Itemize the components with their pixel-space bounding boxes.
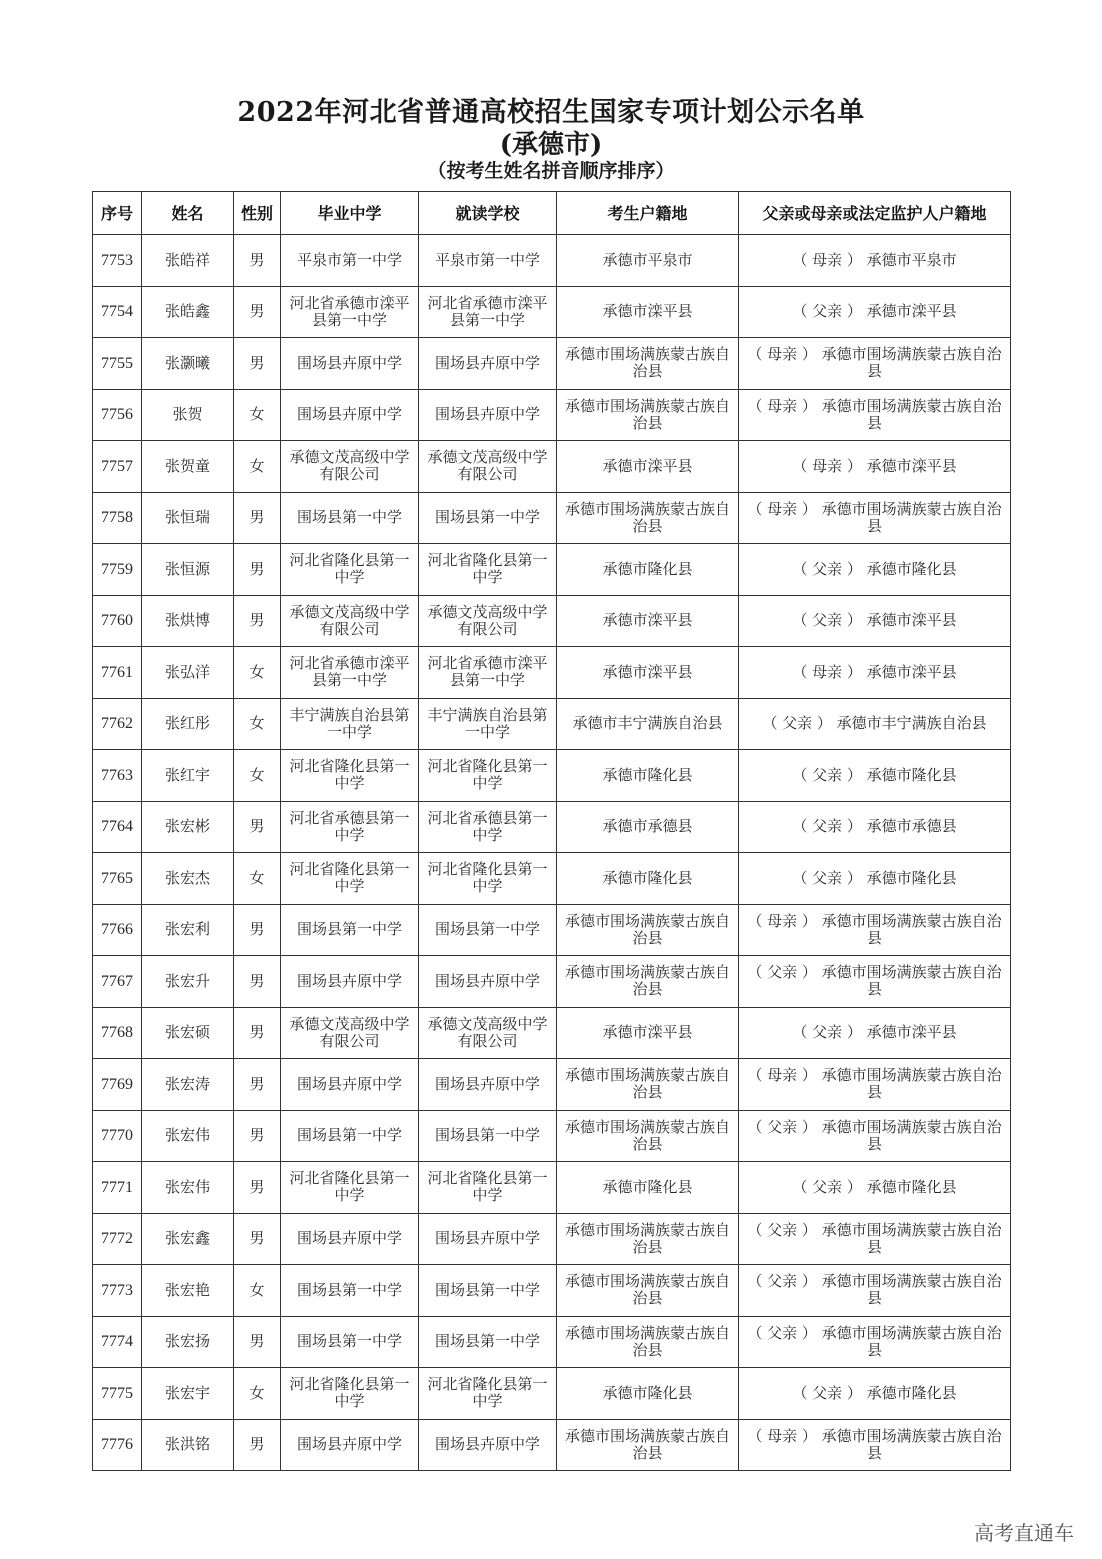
cell-household-registration: 承德市围场满族蒙古族自治县	[557, 904, 739, 956]
cell-name: 张宏扬	[142, 1316, 234, 1368]
cell-gender: 男	[234, 544, 281, 596]
cell-guardian-registration: （ 母亲 ） 承德市围场满族蒙古族自治县	[739, 492, 1011, 544]
cell-graduated-school: 围场县第一中学	[281, 904, 419, 956]
cell-graduated-school: 河北省隆化县第一中学	[281, 1368, 419, 1420]
cell-gender: 女	[234, 389, 281, 441]
cell-name: 张宏杰	[142, 853, 234, 905]
cell-name: 张宏彬	[142, 801, 234, 853]
cell-household-registration: 承德市承德县	[557, 801, 739, 853]
cell-household-registration: 承德市滦平县	[557, 286, 739, 338]
cell-index: 7757	[93, 441, 142, 493]
cell-index: 7768	[93, 1007, 142, 1059]
cell-name: 张宏伟	[142, 1110, 234, 1162]
cell-graduated-school: 承德文茂高级中学有限公司	[281, 595, 419, 647]
cell-index: 7753	[93, 235, 142, 287]
cell-index: 7762	[93, 698, 142, 750]
cell-guardian-registration: （ 母亲 ） 承德市围场满族蒙古族自治县	[739, 1059, 1011, 1111]
cell-guardian-registration: （ 父亲 ） 承德市隆化县	[739, 1368, 1011, 1420]
cell-index: 7755	[93, 338, 142, 390]
cell-guardian-registration: （ 母亲 ） 承德市平泉市	[739, 235, 1011, 287]
cell-graduated-school: 河北省隆化县第一中学	[281, 750, 419, 802]
cell-graduated-school: 围场县第一中学	[281, 1265, 419, 1317]
col-header-guardian-registration: 父亲或母亲或法定监护人户籍地	[739, 192, 1011, 235]
cell-guardian-registration: （ 父亲 ） 承德市围场满族蒙古族自治县	[739, 1265, 1011, 1317]
cell-graduated-school: 河北省承德市滦平县第一中学	[281, 286, 419, 338]
cell-gender: 女	[234, 441, 281, 493]
cell-name: 张贺	[142, 389, 234, 441]
cell-guardian-registration: （ 父亲 ） 承德市隆化县	[739, 853, 1011, 905]
cell-guardian-registration: （ 父亲 ） 承德市滦平县	[739, 595, 1011, 647]
cell-guardian-registration: （ 父亲 ） 承德市围场满族蒙古族自治县	[739, 1213, 1011, 1265]
cell-household-registration: 承德市隆化县	[557, 1162, 739, 1214]
cell-gender: 男	[234, 235, 281, 287]
cell-current-school: 河北省承德市滦平县第一中学	[419, 286, 557, 338]
cell-household-registration: 承德市滦平县	[557, 441, 739, 493]
cell-guardian-registration: （ 父亲 ） 承德市围场满族蒙古族自治县	[739, 956, 1011, 1008]
col-header-current-school: 就读学校	[419, 192, 557, 235]
cell-guardian-registration: （ 父亲 ） 承德市隆化县	[739, 544, 1011, 596]
table-row	[93, 441, 1011, 493]
cell-household-registration: 承德市平泉市	[557, 235, 739, 287]
cell-guardian-registration: （ 母亲 ） 承德市围场满族蒙古族自治县	[739, 389, 1011, 441]
cell-current-school: 河北省隆化县第一中学	[419, 750, 557, 802]
cell-graduated-school: 河北省承德市滦平县第一中学	[281, 647, 419, 699]
cell-index: 7767	[93, 956, 142, 1008]
cell-current-school: 围场县第一中学	[419, 1110, 557, 1162]
cell-graduated-school: 围场县第一中学	[281, 492, 419, 544]
cell-name: 张恒瑞	[142, 492, 234, 544]
cell-gender: 男	[234, 286, 281, 338]
cell-name: 张洪铭	[142, 1419, 234, 1471]
cell-guardian-registration: （ 母亲 ） 承德市围场满族蒙古族自治县	[739, 904, 1011, 956]
cell-current-school: 河北省隆化县第一中学	[419, 544, 557, 596]
cell-name: 张宏宇	[142, 1368, 234, 1420]
cell-current-school: 承德文茂高级中学有限公司	[419, 1007, 557, 1059]
cell-current-school: 河北省承德县第一中学	[419, 801, 557, 853]
cell-household-registration: 承德市丰宁满族自治县	[557, 698, 739, 750]
cell-name: 张宏鑫	[142, 1213, 234, 1265]
cell-current-school: 平泉市第一中学	[419, 235, 557, 287]
cell-graduated-school: 围场县卉原中学	[281, 1419, 419, 1471]
cell-graduated-school: 围场县第一中学	[281, 1110, 419, 1162]
cell-gender: 女	[234, 1265, 281, 1317]
cell-graduated-school: 围场县第一中学	[281, 1316, 419, 1368]
cell-gender: 男	[234, 492, 281, 544]
cell-guardian-registration: （ 父亲 ） 承德市丰宁满族自治县	[739, 698, 1011, 750]
table-row	[93, 1110, 1011, 1162]
cell-current-school: 围场县第一中学	[419, 1265, 557, 1317]
cell-current-school: 围场县第一中学	[419, 1316, 557, 1368]
cell-gender: 男	[234, 595, 281, 647]
cell-gender: 男	[234, 956, 281, 1008]
cell-name: 张宏硕	[142, 1007, 234, 1059]
col-header-household-registration: 考生户籍地	[557, 192, 739, 235]
cell-household-registration: 承德市隆化县	[557, 853, 739, 905]
cell-index: 7776	[93, 1419, 142, 1471]
cell-household-registration: 承德市围场满族蒙古族自治县	[557, 492, 739, 544]
cell-gender: 女	[234, 647, 281, 699]
cell-name: 张宏涛	[142, 1059, 234, 1111]
cell-current-school: 承德文茂高级中学有限公司	[419, 441, 557, 493]
cell-gender: 男	[234, 1110, 281, 1162]
roster-table	[92, 191, 1011, 1471]
cell-name: 张皓祥	[142, 235, 234, 287]
table-row	[93, 1419, 1011, 1471]
col-header-name: 姓名	[142, 192, 234, 235]
cell-index: 7770	[93, 1110, 142, 1162]
cell-guardian-registration: （ 父亲 ） 承德市隆化县	[739, 750, 1011, 802]
cell-graduated-school: 承德文茂高级中学有限公司	[281, 441, 419, 493]
cell-graduated-school: 围场县卉原中学	[281, 338, 419, 390]
cell-household-registration: 承德市滦平县	[557, 647, 739, 699]
cell-current-school: 围场县第一中学	[419, 492, 557, 544]
table-row	[93, 1162, 1011, 1214]
cell-gender: 男	[234, 1059, 281, 1111]
document-title: 2022年河北省普通高校招生国家专项计划公示名单	[237, 97, 865, 128]
cell-graduated-school: 围场县卉原中学	[281, 1059, 419, 1111]
cell-guardian-registration: （ 父亲 ） 承德市围场满族蒙古族自治县	[739, 1110, 1011, 1162]
cell-gender: 女	[234, 750, 281, 802]
document-subtitle: (承德市)	[499, 130, 603, 160]
cell-current-school: 围场县卉原中学	[419, 1213, 557, 1265]
cell-current-school: 河北省承德市滦平县第一中学	[419, 647, 557, 699]
cell-index: 7773	[93, 1265, 142, 1317]
cell-current-school: 围场县卉原中学	[419, 338, 557, 390]
cell-index: 7761	[93, 647, 142, 699]
cell-name: 张皓鑫	[142, 286, 234, 338]
cell-graduated-school: 围场县卉原中学	[281, 389, 419, 441]
cell-household-registration: 承德市围场满族蒙古族自治县	[557, 1265, 739, 1317]
table-row	[93, 492, 1011, 544]
cell-current-school: 承德文茂高级中学有限公司	[419, 595, 557, 647]
cell-name: 张宏艳	[142, 1265, 234, 1317]
cell-graduated-school: 河北省承德县第一中学	[281, 801, 419, 853]
watermark: 高考直通车	[974, 1521, 1074, 1545]
cell-graduated-school: 围场县卉原中学	[281, 956, 419, 1008]
table-row	[93, 235, 1011, 287]
cell-household-registration: 承德市隆化县	[557, 750, 739, 802]
cell-guardian-registration: （ 母亲 ） 承德市围场满族蒙古族自治县	[739, 1419, 1011, 1471]
cell-name: 张贺童	[142, 441, 234, 493]
cell-name: 张恒源	[142, 544, 234, 596]
cell-graduated-school: 围场县卉原中学	[281, 1213, 419, 1265]
cell-name: 张红彤	[142, 698, 234, 750]
table-row	[93, 750, 1011, 802]
cell-index: 7759	[93, 544, 142, 596]
cell-gender: 女	[234, 1368, 281, 1420]
cell-current-school: 丰宁满族自治县第一中学	[419, 698, 557, 750]
cell-index: 7763	[93, 750, 142, 802]
table-header-row	[93, 192, 1011, 235]
cell-index: 7760	[93, 595, 142, 647]
cell-guardian-registration: （ 父亲 ） 承德市滦平县	[739, 1007, 1011, 1059]
cell-name: 张红宇	[142, 750, 234, 802]
table-row	[93, 698, 1011, 750]
table-row	[93, 956, 1011, 1008]
table-row	[93, 1368, 1011, 1420]
col-header-graduated-school: 毕业中学	[281, 192, 419, 235]
cell-guardian-registration: （ 父亲 ） 承德市滦平县	[739, 286, 1011, 338]
cell-name: 张弘洋	[142, 647, 234, 699]
cell-gender: 男	[234, 1007, 281, 1059]
col-header-gender: 性别	[234, 192, 281, 235]
cell-index: 7774	[93, 1316, 142, 1368]
cell-household-registration: 承德市围场满族蒙古族自治县	[557, 1059, 739, 1111]
cell-gender: 男	[234, 1213, 281, 1265]
table-row	[93, 544, 1011, 596]
sort-note: （按考生姓名拼音顺序排序）	[427, 160, 675, 182]
cell-household-registration: 承德市围场满族蒙古族自治县	[557, 338, 739, 390]
cell-graduated-school: 丰宁满族自治县第一中学	[281, 698, 419, 750]
cell-index: 7772	[93, 1213, 142, 1265]
table-row	[93, 1213, 1011, 1265]
table-row	[93, 1059, 1011, 1111]
table-body	[93, 235, 1011, 1471]
cell-gender: 女	[234, 853, 281, 905]
cell-index: 7771	[93, 1162, 142, 1214]
cell-household-registration: 承德市围场满族蒙古族自治县	[557, 389, 739, 441]
cell-guardian-registration: （ 母亲 ） 承德市滦平县	[739, 441, 1011, 493]
cell-name: 张宏伟	[142, 1162, 234, 1214]
cell-guardian-registration: （ 父亲 ） 承德市隆化县	[739, 1162, 1011, 1214]
cell-guardian-registration: （ 父亲 ） 承德市承德县	[739, 801, 1011, 853]
table-row	[93, 1316, 1011, 1368]
table-row	[93, 1007, 1011, 1059]
cell-index: 7754	[93, 286, 142, 338]
cell-index: 7765	[93, 853, 142, 905]
cell-current-school: 围场县第一中学	[419, 904, 557, 956]
cell-current-school: 围场县卉原中学	[419, 956, 557, 1008]
cell-current-school: 围场县卉原中学	[419, 389, 557, 441]
table-row	[93, 389, 1011, 441]
cell-current-school: 围场县卉原中学	[419, 1059, 557, 1111]
cell-index: 7764	[93, 801, 142, 853]
cell-household-registration: 承德市滦平县	[557, 595, 739, 647]
cell-household-registration: 承德市隆化县	[557, 1368, 739, 1420]
table-row	[93, 853, 1011, 905]
cell-household-registration: 承德市围场满族蒙古族自治县	[557, 1110, 739, 1162]
table-row	[93, 647, 1011, 699]
cell-index: 7756	[93, 389, 142, 441]
cell-name: 张宏利	[142, 904, 234, 956]
table-row	[93, 801, 1011, 853]
table-row	[93, 904, 1011, 956]
cell-index: 7775	[93, 1368, 142, 1420]
cell-graduated-school: 河北省隆化县第一中学	[281, 853, 419, 905]
cell-gender: 男	[234, 1316, 281, 1368]
table-row	[93, 595, 1011, 647]
cell-household-registration: 承德市滦平县	[557, 1007, 739, 1059]
cell-gender: 男	[234, 904, 281, 956]
cell-current-school: 河北省隆化县第一中学	[419, 1368, 557, 1420]
cell-guardian-registration: （ 母亲 ） 承德市围场满族蒙古族自治县	[739, 338, 1011, 390]
cell-gender: 女	[234, 698, 281, 750]
cell-household-registration: 承德市围场满族蒙古族自治县	[557, 1419, 739, 1471]
table-row	[93, 1265, 1011, 1317]
cell-index: 7758	[93, 492, 142, 544]
cell-graduated-school: 河北省隆化县第一中学	[281, 1162, 419, 1214]
cell-household-registration: 承德市围场满族蒙古族自治县	[557, 1316, 739, 1368]
cell-guardian-registration: （ 父亲 ） 承德市围场满族蒙古族自治县	[739, 1316, 1011, 1368]
cell-name: 张烘博	[142, 595, 234, 647]
cell-gender: 男	[234, 801, 281, 853]
cell-gender: 男	[234, 338, 281, 390]
cell-household-registration: 承德市隆化县	[557, 544, 739, 596]
cell-name: 张宏升	[142, 956, 234, 1008]
cell-household-registration: 承德市围场满族蒙古族自治县	[557, 956, 739, 1008]
cell-household-registration: 承德市围场满族蒙古族自治县	[557, 1213, 739, 1265]
cell-graduated-school: 河北省隆化县第一中学	[281, 544, 419, 596]
col-header-index: 序号	[93, 192, 142, 235]
cell-name: 张灏曦	[142, 338, 234, 390]
cell-graduated-school: 平泉市第一中学	[281, 235, 419, 287]
table-row	[93, 338, 1011, 390]
cell-gender: 男	[234, 1419, 281, 1471]
cell-current-school: 河北省隆化县第一中学	[419, 853, 557, 905]
cell-current-school: 围场县卉原中学	[419, 1419, 557, 1471]
cell-index: 7766	[93, 904, 142, 956]
cell-index: 7769	[93, 1059, 142, 1111]
cell-gender: 男	[234, 1162, 281, 1214]
cell-guardian-registration: （ 母亲 ） 承德市滦平县	[739, 647, 1011, 699]
cell-current-school: 河北省隆化县第一中学	[419, 1162, 557, 1214]
cell-graduated-school: 承德文茂高级中学有限公司	[281, 1007, 419, 1059]
table-row	[93, 286, 1011, 338]
